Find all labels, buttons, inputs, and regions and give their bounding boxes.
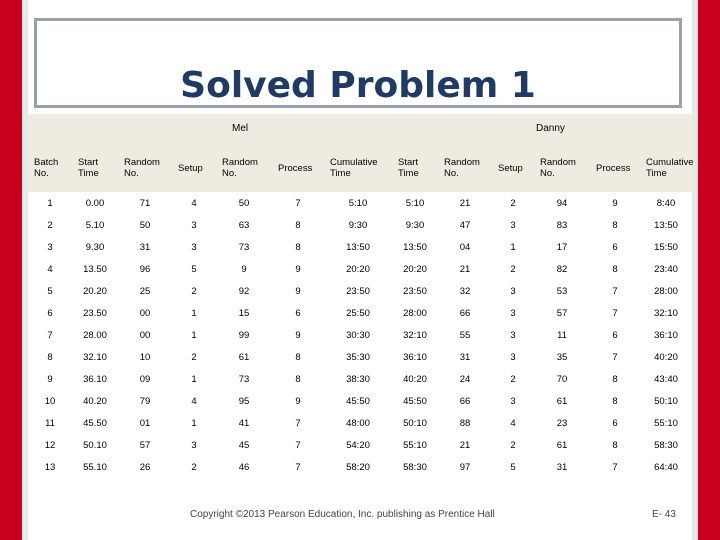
table-cell: 32 — [438, 280, 492, 302]
table-cell: 2 — [28, 214, 72, 236]
group-label-mel: Mel — [232, 123, 249, 134]
table-cell: 50:10 — [392, 412, 438, 434]
data-table — [28, 144, 692, 478]
table-cell: 5:10 — [324, 192, 392, 214]
table-cell: 36:10 — [640, 324, 692, 346]
table-cell: 70 — [534, 368, 590, 390]
table-cell: 61 — [534, 434, 590, 456]
table-cell: 20:20 — [392, 258, 438, 280]
table-cell: 23:40 — [640, 258, 692, 280]
table-cell: 64:40 — [640, 456, 692, 478]
table-cell: 7 — [590, 280, 640, 302]
table-cell: 47 — [438, 214, 492, 236]
table-cell: 10 — [28, 390, 72, 412]
right-border-decoration — [698, 0, 720, 540]
table-cell: 55:10 — [392, 434, 438, 456]
table-cell: 9 — [28, 368, 72, 390]
table-cell: 5 — [492, 456, 534, 478]
table-cell: 55.10 — [72, 456, 118, 478]
table-cell: 9 — [272, 280, 324, 302]
table-cell: 3 — [492, 390, 534, 412]
table-cell: 7 — [590, 302, 640, 324]
table-cell: 2 — [172, 346, 216, 368]
table-cell: 31 — [534, 456, 590, 478]
table-cell: 28:00 — [392, 302, 438, 324]
table-cell: 8 — [272, 236, 324, 258]
table-row — [28, 456, 692, 478]
table-cell: 4 — [172, 390, 216, 412]
table-cell: 13:50 — [392, 236, 438, 258]
table-cell: 6 — [272, 302, 324, 324]
table-cell: 79 — [118, 390, 172, 412]
table-cell: 8 — [590, 434, 640, 456]
table-cell: 40.20 — [72, 390, 118, 412]
table-cell: 25 — [118, 280, 172, 302]
table-cell: 28.00 — [72, 324, 118, 346]
table-cell: 9 — [272, 258, 324, 280]
column-header: Setup — [172, 144, 216, 192]
table-cell: 0.00 — [72, 192, 118, 214]
table-cell: 8 — [28, 346, 72, 368]
table-cell: 8 — [590, 258, 640, 280]
table-cell: 38:30 — [324, 368, 392, 390]
table-cell: 26 — [118, 456, 172, 478]
table-cell: 32:10 — [640, 302, 692, 324]
table-cell: 3 — [492, 346, 534, 368]
table-cell: 35:30 — [324, 346, 392, 368]
table-cell: 28:00 — [640, 280, 692, 302]
table-row — [28, 236, 692, 258]
table-cell: 1 — [172, 368, 216, 390]
table-cell: 04 — [438, 236, 492, 258]
table-cell: 71 — [118, 192, 172, 214]
table-row — [28, 302, 692, 324]
table-cell: 20.20 — [72, 280, 118, 302]
table-cell: 58:20 — [324, 456, 392, 478]
table-cell: 15:50 — [640, 236, 692, 258]
table-cell: 00 — [118, 324, 172, 346]
table-cell: 32:10 — [392, 324, 438, 346]
table-cell: 6 — [590, 412, 640, 434]
table-row — [28, 390, 692, 412]
table-cell: 45:50 — [324, 390, 392, 412]
table-cell: 3 — [172, 214, 216, 236]
table-cell: 57 — [118, 434, 172, 456]
table-cell: 9 — [272, 390, 324, 412]
table-row — [28, 214, 692, 236]
table-cell: 50 — [216, 192, 272, 214]
table-cell: 9.30 — [72, 236, 118, 258]
table-cell: 40:20 — [392, 368, 438, 390]
table-cell: 15 — [216, 302, 272, 324]
table-cell: 2 — [172, 280, 216, 302]
table-cell: 54:20 — [324, 434, 392, 456]
table-cell: 9:30 — [324, 214, 392, 236]
table-cell: 8 — [272, 346, 324, 368]
table-cell: 45:50 — [392, 390, 438, 412]
table-cell: 73 — [216, 236, 272, 258]
table-cell: 21 — [438, 434, 492, 456]
table-cell: 88 — [438, 412, 492, 434]
table-cell: 2 — [492, 368, 534, 390]
table-cell: 32.10 — [72, 346, 118, 368]
table-cell: 83 — [534, 214, 590, 236]
table-cell: 58:30 — [392, 456, 438, 478]
table-cell: 55:10 — [640, 412, 692, 434]
table-cell: 17 — [534, 236, 590, 258]
page-number: E- 43 — [652, 509, 676, 520]
slide-title: Solved Problem 1 — [180, 65, 536, 106]
table-cell: 41 — [216, 412, 272, 434]
table-cell: 7 — [28, 324, 72, 346]
column-header: Random No. — [216, 144, 272, 192]
table-cell: 24 — [438, 368, 492, 390]
table-row — [28, 368, 692, 390]
table-cell: 5 — [172, 258, 216, 280]
table-cell: 92 — [216, 280, 272, 302]
table-cell: 9 — [272, 324, 324, 346]
table-cell: 50:10 — [640, 390, 692, 412]
table-cell: 5.10 — [72, 214, 118, 236]
table-cell: 8 — [590, 368, 640, 390]
column-header: Setup — [492, 144, 534, 192]
table-cell: 3 — [492, 214, 534, 236]
table-cell: 01 — [118, 412, 172, 434]
table-cell: 7 — [272, 192, 324, 214]
table-cell: 25:50 — [324, 302, 392, 324]
simulation-table — [28, 114, 692, 478]
table-cell: 31 — [438, 346, 492, 368]
table-cell: 61 — [534, 390, 590, 412]
table-body — [28, 192, 692, 478]
table-cell: 66 — [438, 390, 492, 412]
table-cell: 20:20 — [324, 258, 392, 280]
column-header: Cumulative Time — [324, 144, 392, 192]
table-cell: 61 — [216, 346, 272, 368]
table-row — [28, 346, 692, 368]
table-cell: 7 — [590, 346, 640, 368]
table-row — [28, 412, 692, 434]
table-cell: 09 — [118, 368, 172, 390]
table-cell: 11 — [28, 412, 72, 434]
table-cell: 23:50 — [324, 280, 392, 302]
table-cell: 36:10 — [392, 346, 438, 368]
table-cell: 40:20 — [640, 346, 692, 368]
table-cell: 8 — [272, 368, 324, 390]
table-cell: 82 — [534, 258, 590, 280]
column-header: Random No. — [534, 144, 590, 192]
table-cell: 21 — [438, 258, 492, 280]
table-cell: 31 — [118, 236, 172, 258]
table-cell: 6 — [28, 302, 72, 324]
table-cell: 94 — [534, 192, 590, 214]
table-cell: 7 — [590, 456, 640, 478]
table-cell: 7 — [272, 434, 324, 456]
table-cell: 4 — [492, 412, 534, 434]
table-cell: 1 — [492, 236, 534, 258]
table-row — [28, 258, 692, 280]
table-cell: 23:50 — [392, 280, 438, 302]
copyright-footer: Copyright ©2013 Pearson Education, Inc. publishing as Prentice Hall — [190, 509, 495, 520]
table-cell: 7 — [272, 456, 324, 478]
table-cell: 57 — [534, 302, 590, 324]
table-cell: 13 — [28, 456, 72, 478]
table-cell: 30:30 — [324, 324, 392, 346]
table-cell: 5 — [28, 280, 72, 302]
table-cell: 95 — [216, 390, 272, 412]
table-cell: 23.50 — [72, 302, 118, 324]
table-cell: 58:30 — [640, 434, 692, 456]
table-cell: 3 — [172, 236, 216, 258]
table-cell: 2 — [172, 456, 216, 478]
table-cell: 5:10 — [392, 192, 438, 214]
table-cell: 13:50 — [640, 214, 692, 236]
table-cell: 45 — [216, 434, 272, 456]
column-header: Start Time — [392, 144, 438, 192]
table-cell: 9:30 — [392, 214, 438, 236]
column-header: Start Time — [72, 144, 118, 192]
table-cell: 00 — [118, 302, 172, 324]
table-cell: 1 — [172, 324, 216, 346]
column-header: Process — [590, 144, 640, 192]
table-cell: 12 — [28, 434, 72, 456]
group-label-danny: Danny — [536, 123, 565, 134]
table-cell: 96 — [118, 258, 172, 280]
table-cell: 50.10 — [72, 434, 118, 456]
table-cell: 73 — [216, 368, 272, 390]
table-cell: 6 — [590, 324, 640, 346]
table-cell: 2 — [492, 258, 534, 280]
column-header: Process — [272, 144, 324, 192]
table-cell: 3 — [172, 434, 216, 456]
table-cell: 4 — [28, 258, 72, 280]
right-border-inner — [692, 0, 698, 540]
table-cell: 9 — [216, 258, 272, 280]
table-cell: 3 — [28, 236, 72, 258]
table-cell: 63 — [216, 214, 272, 236]
table-cell: 13.50 — [72, 258, 118, 280]
table-cell: 3 — [492, 302, 534, 324]
table-cell: 6 — [590, 236, 640, 258]
table-cell: 43:40 — [640, 368, 692, 390]
table-cell: 13:50 — [324, 236, 392, 258]
table-cell: 11 — [534, 324, 590, 346]
table-cell: 1 — [172, 302, 216, 324]
table-row — [28, 280, 692, 302]
table-cell: 66 — [438, 302, 492, 324]
table-cell: 1 — [28, 192, 72, 214]
table-cell: 36.10 — [72, 368, 118, 390]
group-header-row — [28, 114, 692, 144]
table-cell: 2 — [492, 434, 534, 456]
table-cell: 2 — [492, 192, 534, 214]
table-cell: 8 — [590, 214, 640, 236]
table-cell: 97 — [438, 456, 492, 478]
table-cell: 8 — [590, 390, 640, 412]
table-cell: 35 — [534, 346, 590, 368]
table-cell: 46 — [216, 456, 272, 478]
table-cell: 8 — [272, 214, 324, 236]
table-cell: 45.50 — [72, 412, 118, 434]
table-cell: 7 — [272, 412, 324, 434]
table-cell: 4 — [172, 192, 216, 214]
table-cell: 9 — [590, 192, 640, 214]
table-cell: 3 — [492, 324, 534, 346]
table-cell: 50 — [118, 214, 172, 236]
table-cell: 53 — [534, 280, 590, 302]
table-row — [28, 192, 692, 214]
column-header: Batch No. — [28, 144, 72, 192]
column-header: Random No. — [118, 144, 172, 192]
table-row — [28, 434, 692, 456]
table-cell: 8:40 — [640, 192, 692, 214]
table-cell: 1 — [172, 412, 216, 434]
table-cell: 55 — [438, 324, 492, 346]
column-header: Cumulative Time — [640, 144, 692, 192]
column-header: Random No. — [438, 144, 492, 192]
table-cell: 21 — [438, 192, 492, 214]
table-row — [28, 324, 692, 346]
left-border-decoration — [0, 0, 22, 540]
table-cell: 23 — [534, 412, 590, 434]
table-cell: 10 — [118, 346, 172, 368]
table-cell: 48:00 — [324, 412, 392, 434]
title-box — [34, 18, 682, 108]
table-cell: 99 — [216, 324, 272, 346]
table-cell: 3 — [492, 280, 534, 302]
header-row — [28, 144, 692, 192]
